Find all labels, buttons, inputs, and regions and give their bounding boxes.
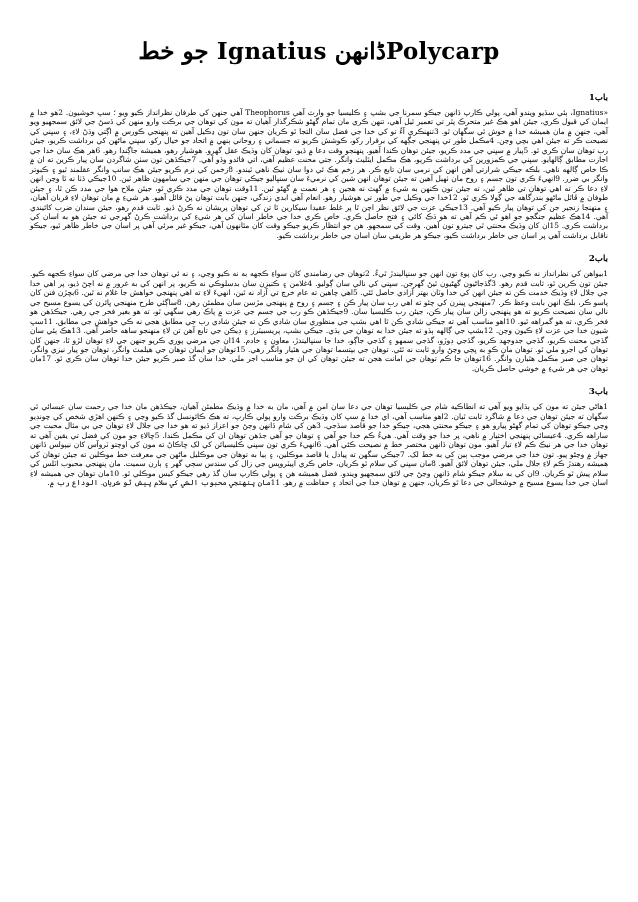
- chapter-section: [30, 254, 608, 373]
- verse-text: 1بيواهن کي نظرانداز نه ڪيو وڃي. رب کان پوءِ تون انهن جو سنڀاليندڙ ٿيءُ.: [372, 269, 608, 279]
- verse-text: 4مڪمل طور تي پنهنجي جڳهه کي برقرار رکو، ڪوشش ڪريو ته جسماني ۽ روحاني ٻنهي ۾ اتحاد جو خيال رکو. سڀني ماڻهن کي برداشت ڪريو، جيئن رب توهان سان ڪري ٿو.: [30, 136, 608, 155]
- verse-text: 8زخمن کي نرم ڪريو جيئن هڪ سانپ وانگر عقلمند ٿيو ۽ ڪبوتر وانگر بي ضرر.: [30, 164, 608, 184]
- verse-text: 13هڪ ٻئي سان گڏجي محنت ڪريو، گڏجي جدوجهد ڪريو، گڏجي ڊوڙو، گڏجي سمهو ۽ گڏجي جاڳو، خدا جا سنڀاليندڙ، معاون ۽ خادم.: [30, 326, 608, 345]
- verse-text: 7جيڪي سگهن ته پيادل يا قاصد موڪلين، ۽ ٻيا به توهان جي موڪليل ماڻهن جي معرفت خط موڪلين ته جيئن توهان کي هميشه رهندڙ ڪم لاءِ جلال ملي، جيئن توهان لائق آهيو.: [30, 449, 608, 469]
- chapter-body: [30, 108, 608, 240]
- verse-text: 14هڪ عظيم جنگجو جو اهو ئي ڪم آهي ته هو ڌڪ کائي ۽ فتح حاصل ڪري. خاص ڪري خدا جي خاطر اسان کي هر شيءِ کي برداشت ڪرڻ گهرجي ته جيئن هو به اسان کي برداشت ڪري.: [30, 211, 608, 231]
- verse-text: 4عيسائي پنهنجي اختيار ۾ ناهي، پر خدا جو وقت آهي. هيءُ ڪم خدا جو آهي ۽ توهان جو آهي جڏهن توهان ان کي مڪمل ڪندا.: [162, 430, 562, 440]
- verse-text: 4غلامن ۽ ڪنيزن سان بدسلوڪي نه ڪريو، پر انهن کي به غرور ۾ نه اچڻ ڏيو، پر اهي خدا جي جلال لاءِ وڌيڪ خدمت ڪن ته جيئن انهن کي خدا وٽان بهتر آزادي حاصل ٿئي.: [30, 278, 608, 298]
- chapter-body: [30, 269, 608, 373]
- verse-text: 11وقت توهان جي مدد ڪري ٿو، جيئن ملاح هوا جي مدد ڪن ٿا، ۽ جيئن طوفان ۾ ڦاٿل ماڻهو بندرگاهه جي ڳولا ڪري ٿو.: [30, 183, 609, 203]
- chapter-body: [30, 402, 608, 487]
- verse-text: 9جيڪڏهن ڪو رب جي جسم جي عزت ۾ پاڪ رهي سگهي ٿو، ته هو بغير فخر جي رهي. جيڪڏهن هو فخر ڪري، ته هو گمراهه ٿيو.: [30, 307, 608, 326]
- document-title: Polycarpڈانھن Ignatius جو خط: [138, 38, 500, 65]
- verse-text: 7جيڪڏهن تون سٺن شاگردن سان پيار ڪرين ته ان ۾ ڪا خاص ڳالهه ناهي. بلڪه جيڪي شرارتي آهن انهن کي نرمي سان تابع ڪر. هر زخم هڪ ئي دوا سان ٺيڪ ناهي ٿيندو.: [30, 155, 608, 174]
- verse-text: 5پيار ۾ سڀني جي مدد ڪريو، جيئن توهان ڪندا آهيو. پنهنجو وقت دعا ۾ ڏيو. توهان کان وڌيڪ عقل گهرو. هوشيار رهو، هميشه جاڳندا رهو.: [102, 145, 529, 155]
- verse-text: 12خدا جي وڪيل جي طور تي هوشيار رهو. انعام آهي ابدي زندگي، جنهن بابت توهان پڻ قائل آهيو. هر شيءِ ۾ مان توهان لاءِ قربان آهيان، ۽ منهنجا زنجير جن کي توهان پيار ڪيو آهي.: [30, 193, 608, 212]
- verse-text: 8ساڳئي طرح منهنجي ڀائرن کي يسوع مسيح جي نالي سان نصيحت ڪريو ته هو پنهنجي زالن سان پيار ڪن، جيئن رب ڪليسيا سان.: [30, 297, 608, 317]
- verse-text: 14ان جي مرضي پوري ڪريو جنهن جي لاءِ توهان لڙو ٿا، جنهن کان توهان کي اجرو ملي ٿو. توهان مان ڪو به ڀڄي وڃڻ وارو ثابت نه ٿئي. توهان جي بپتسما توهان جي هٿيار وانگر رهي.: [30, 335, 608, 354]
- verse-text: 3گڏجاڻيون گهڻيون ٿيڻ گهرجن. سڀني کي نالي سان ڳوليو.: [315, 278, 496, 288]
- verse-text: طرفان نظرانداز ڪيو ويو ؛ سڀ خوشيون.: [65, 108, 197, 117]
- verse-text: 6بڇڙن فنن کان پاسو ڪر، بلڪ انهن بابت وعظ ڪر.: [30, 288, 608, 307]
- verse-text: 6هر هڪ سان خدا جي اجازت مطابق ڳالهايو. سڀني جي ڪمزورين کي برداشت ڪريو، هڪ مڪمل ايٿليٽ وانگر. جتي محنت عظيم آهي، اتي فائدو وڏو آهي.: [30, 145, 608, 165]
- verse-text: 11مان پنهنجي محبوب الڪي کي سلام پيش ٿو ڪريان. الوداع رب ۾.: [47, 477, 281, 487]
- chapters-container: [30, 93, 608, 487]
- chapter-section: [30, 387, 608, 487]
- chapter-heading: باب3: [588, 387, 608, 398]
- chapter-heading: باب2: [588, 254, 608, 265]
- verse-text: 11سڀ شيون خدا جي عزت لاءِ ڪيون وڃن.: [30, 316, 608, 336]
- verse-text: 15توهان جو ايمان توهان جي هيلمٽ وانگر، توهان جو پيار نيزي وانگر، توهان جي صبر مڪمل هٿيارن وانگر.: [30, 344, 608, 364]
- verse-text: 13جيڪي عزت جي لائق نظر اچن ٿا پر غلط عقيدا سيکارين ٿا تن کي توهان پريشان نه ڪرڻ ڏيو. ثابت قدم رهو، جيئن سندان ضرب کائيندي آهي.: [30, 202, 608, 221]
- verse-text: 16توهان جا ڪم توهان جي امانت هجن ته جيئن توهان کي ان جو مناسب اجر ملي. خدا سان گڏ صبر ڪريو جيئن خدا توهان سان ڪري ٿو.: [54, 354, 491, 364]
- verse-text: 10اهو مناسب آهي ته جيڪي شادي ڪن ٿا اهي بشپ جي منظوري سان شادي ڪن ته جيئن شادي رب جي مطابق هجي نه ڪي خواهش جي مطابق.: [55, 316, 516, 326]
- verse-text: 10مان توهان جي هميشه لاءِ اسان جي خدا يسوع مسيح ۾ خوشحالي جي دعا ٿو ڪريان، جنهن ۾ توهان خدا جي اتحاد ۽ حفاظت ۾ رهو.: [30, 468, 608, 487]
- verse-text: 6انهيءَ ڪري تون سڀني ڪليسيائن کي لک ڇاڪاڻ ته مون کي اوچتو ٽروآس کان نيپولس ڏانهن جهاز ۾ وڃڻو پيو. تون خدا جي مرضي موجب ٻين کي به خط لک.: [30, 440, 608, 459]
- verse-text: 9انهيءَ ڪري تون جسم ۽ روح مان ٺهيل آهين ته جيئن توهان انهن شين کي نرميءَ سان سنڀاليو جيڪي توهان جي منهن جي سامهون ظاهر ٿين.: [118, 174, 560, 184]
- verse-text: 2اهو مناسب آهي، اي خدا ۾ سڀ کان وڌيڪ برڪت وارو پولي ڪارپ، ته هڪ ڪائونسل گڏ ڪيو وڃي ۽ ڪنهن اهڙي شخص کي چونڊيو وڃي جيڪو توهان کي تمام گهڻو پيارو هو ۽ جيڪو محنتي هجي، جيڪو خدا جو قاصد سڏجي.: [30, 411, 608, 431]
- verse-text: 5ڇالاءِ جو مون کي فضل تي يقين آهي ته توهان خدا جي هر نيڪ ڪم لاءِ تيار آهيو. مون توهان ڏانهن مختصر خط ۾ نصيحت ڪئي آهي.: [30, 430, 608, 450]
- verse-text: 1هاڻي جيئن ته مون کي ٻڌايو ويو آهي ته انطاڪيه شام جي ڪليسيا توهان جي دعا سان امن ۾ آهي، مان به خدا ۾ وڌيڪ مطمئن آهيان، جيڪڏهن مان خدا جي رحمت سان عيسائي ٿي سگهان ته جيئن توهان جي دعا ۾ شاگرد ثابت ٿيان.: [30, 402, 608, 421]
- verse-text: 7منهنجي ڀينرن کي چئو ته اهي رب سان پيار ڪن ۽ جسم ۽ روح ۾ پنهنجي مڙسن سان مطمئن رهن.: [184, 297, 496, 307]
- verse-text: 5اهي چاهين ته عام خرچ تي آزاد نه ٿين، انهيءَ لاءِ ته اهي پنهنجي خواهش جا غلام نه ٿين.: [81, 288, 358, 298]
- verse-text: 3تنهنڪري آءٌ تو کي خدا جي فضل سان التجا ٿو ڪريان جنهن سان تون ڍڪيل آهين ته پنهنجي ڪورس ۾ اڳتي وڌڻ لاءِ، ۽ سڀني کي نصيحت ڪر ته جيئن اهي بچي وڃن.: [30, 126, 608, 146]
- verse-text: 10جيڪي ڏٺا نه ٿا وڃن انهن لاءِ دعا ڪر ته اهي توهان تي ظاهر ٿين، ته جيئن تون ڪنهن به شيءِ ۾ گهٽ نه هجين ۽ هر نعمت ۾ گهڻو ٿين.: [30, 174, 609, 193]
- verse-text: 12بشپ جي ڳالهه ٻڌو ته جيئن خدا به توهان جي ٻڌي. جيڪي بشپ، پريسبيٽرز ۽ ڊيڪن جي تابع آهن تن لاءِ منهنجو ساهه حاضر آهي.: [83, 326, 494, 336]
- verse-text: 2توهان جي رضامندي کان سواءِ ڪجهه به نه ڪيو وڃي، ۽ نه ئي توهان خدا جي مرضي کان سواءِ ڪجهه ڪيو. جيئن تون ڪرين ٿو، ثابت قدم رهو.: [30, 269, 609, 288]
- verse-text: «Ignatius، ٻئي سڏيو ويندو آهي، پولي ڪارپ ڏانهن جيڪو سمرنا جي بشپ ۽ ڪليسيا جو وارث آهي Theophorus آهي جنهن کي: [199, 108, 608, 117]
- verse-text: 3هن کي شام ڏانهن وڃڻ جو اعزاز ڏيو ته هو خدا جي جلال لاءِ توهان جي بي مثال محبت جي ساراهه ڪري.: [30, 421, 608, 440]
- verse-text: 17مان توهان جي هر شيءِ ۾ خوشي حاصل ڪريان.: [30, 354, 608, 373]
- chapter-heading: باب1: [588, 93, 608, 103]
- verse-text: 2هو خدا ۾ ايمان کي قبول ڪري، جيئن اهو هڪ غير متحرڪ پٿر تي تعمير ٿيل آهي، تنهن ڪري مان تمام گهڻو شڪرگذار آهيان ته مون کي توهان جي برڪت وارو منهن کي ڏسڻ جي لائق سمجهيو ويو آهي، جنهن ۾ مان هميشه خدا ۾ خوش ٿي سگهان ٿو.: [30, 108, 608, 136]
- verse-text: 15ان کان وڌيڪ محنتي ٿي جيترو تون آهين. وقت کي سمجهو. هن جو انتظار ڪريو جيڪو وقت کان مٿانهون آهي، جيڪو غير مرئي آهي پر اسان جي خاطر ظاهر ٿيو، جيڪو ناقابل برداشت آهي پر اسان جي خاطر برداشت ڪيو، جيڪو هر طريقي سان اسان جي خاطر برداشت ڪيو.: [30, 221, 608, 240]
- verse-text: 8مان سڀني کي سلام ٿو ڪريان، خاص ڪري اپيٽروپس جي زال کي سندس سڄي گهر ۽ ٻارن سميت. مان پنهنجي محبوب اٽلس کي سلام پيش ٿو ڪريان.: [30, 459, 608, 478]
- chapter-section: [30, 93, 608, 240]
- verse-text: 9ان کي به سلام جيڪو شام ڏانهن وڃڻ جي لائق سمجهيو ويندو. فضل هميشه هن ۽ پولي ڪارپ سان گڏ رهي جيڪو کيس موڪلي ٿو.: [121, 468, 540, 478]
